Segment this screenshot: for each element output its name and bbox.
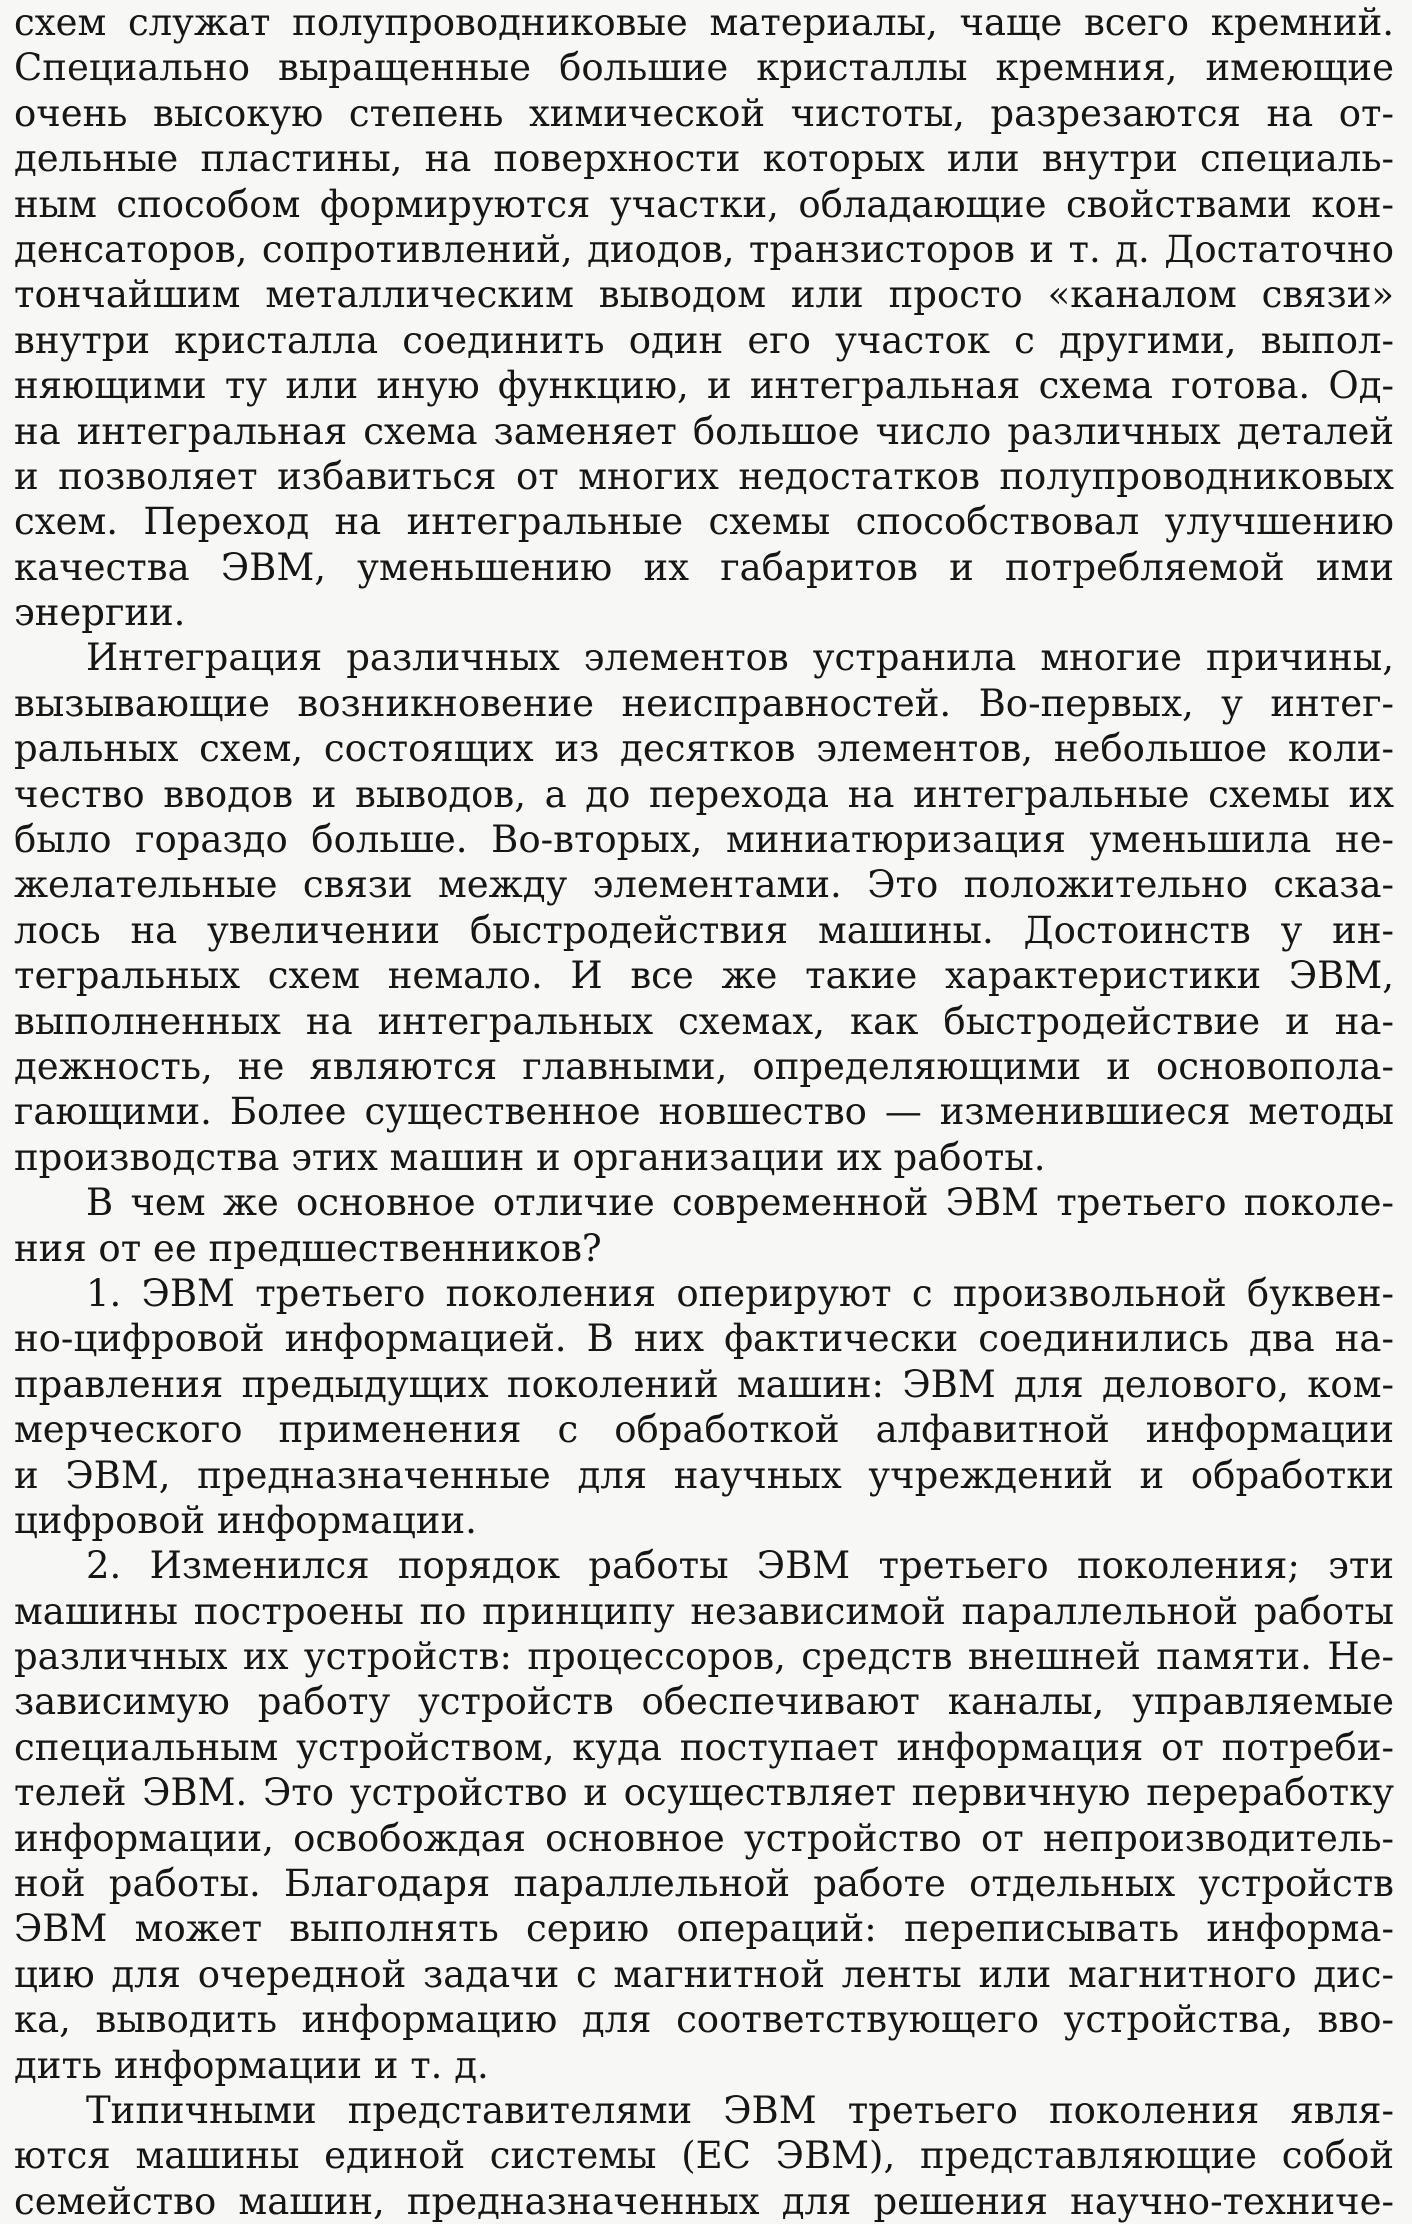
text-line: специальным устройством, куда поступает информация от потреби- <box>14 1725 1394 1769</box>
text-line: цию для очередной задачи с магнитной ленты или магнитного дис- <box>14 1952 1394 1996</box>
text-line: машины построены по принципу независимой параллельной работы <box>14 1589 1394 1633</box>
text-line: но-цифровой информацией. В них фактически соединились два на- <box>14 1317 1394 1361</box>
paragraph-p1 <box>14 0 1394 635</box>
text-line: ной работы. Благодаря параллельной работе отдельных устройств <box>14 1862 1394 1906</box>
text-line: ка, выводить информацию для соответствующего устройства, вво- <box>14 1998 1394 2042</box>
text-line: Типичными представителями ЭВМ третьего поколения явля- <box>86 2088 1394 2132</box>
paragraph-p5 <box>14 1543 1394 2088</box>
text-line: чество вводов и выводов, а до перехода на интегральные схемы их <box>14 772 1394 816</box>
text-line: информации, освобождая основное устройство от непроизводитель- <box>14 1816 1394 1860</box>
text-line: тегральных схем немало. И все же такие характеристики ЭВМ, <box>14 954 1394 998</box>
text-line: лось на увеличении быстродействия машины. Достоинств у ин- <box>14 908 1394 952</box>
text-line: 1. ЭВМ третьего поколения оперируют с произвольной буквен- <box>86 1271 1394 1315</box>
text-line: внутри кристалла соединить один его участок с другими, выпол- <box>14 318 1394 362</box>
text-line: 2. Изменился порядок работы ЭВМ третьего поколения; эти <box>86 1544 1394 1588</box>
text-line: ЭВМ может выполнять серию операций: переписывать информа- <box>14 1907 1394 1951</box>
text-line: семейство машин, предназначенных для решения научно-техниче- <box>14 2179 1394 2223</box>
text-line: няющими ту или иную функцию, и интегральная схема готова. Од- <box>14 364 1394 408</box>
text-line: дежность, не являются главными, определяющими и основопола- <box>14 1044 1394 1088</box>
document-page <box>14 0 1394 2223</box>
text-line: денсаторов, сопротивлений, диодов, транзисторов и т. д. Достаточно <box>14 227 1394 271</box>
text-line: дить информации и т. д. <box>14 2043 489 2087</box>
text-line: правления предыдущих поколений машин: ЭВМ для делового, ком- <box>14 1362 1394 1406</box>
text-line: ются машины единой системы (ЕС ЭВМ), представляющие собой <box>14 2134 1394 2178</box>
text-line: цифровой информации. <box>14 1498 477 1542</box>
text-line: мерческого применения с обработкой алфавитной информации <box>14 1408 1394 1452</box>
text-line: производства этих машин и организации их работы. <box>14 1135 1046 1179</box>
paragraph-p4 <box>14 1271 1394 1543</box>
text-line: очень высокую степень химической чистоты, разрезаются на от- <box>14 91 1394 135</box>
text-line: желательные связи между элементами. Это положительно сказа- <box>14 863 1394 907</box>
text-line: Интеграция различных элементов устранила многие причины, <box>86 636 1394 680</box>
text-line: схем. Переход на интегральные схемы способствовал улучшению <box>14 500 1394 544</box>
text-line: на интегральная схема заменяет большое число различных деталей <box>14 409 1394 453</box>
text-line: гающими. Более существенное новшество — изменившиеся методы <box>14 1090 1394 1134</box>
text-line: качества ЭВМ, уменьшению их габаритов и потребляемой ими <box>14 545 1394 589</box>
text-line: зависимую работу устройств обеспечивают каналы, управляемые <box>14 1680 1394 1724</box>
text-line: Специально выращенные большие кристаллы кремния, имеющие <box>14 46 1394 90</box>
text-line: тончайшим металлическим выводом или просто «каналом связи» <box>14 273 1394 317</box>
text-line: энергии. <box>14 591 186 635</box>
text-line: схем служат полупроводниковые материалы, чаще всего кремний. <box>14 1 1394 44</box>
text-line: телей ЭВМ. Это устройство и осуществляет первичную переработку <box>14 1771 1394 1815</box>
text-line: ния от ее предшественников? <box>14 1226 602 1270</box>
text-line: вызывающие возникновение неисправностей. Во-первых, у интег- <box>14 681 1394 725</box>
text-line: различных их устройств: процессоров, средств внешней памяти. Не- <box>14 1635 1394 1679</box>
text-line: и позволяет избавиться от многих недостатков полупроводниковых <box>14 454 1394 498</box>
paragraph-p3 <box>14 1180 1394 1271</box>
text-line: ным способом формируются участки, обладающие свойствами кон- <box>14 182 1394 226</box>
text-line: и ЭВМ, предназначенные для научных учреждений и обработки <box>14 1453 1394 1497</box>
text-line: В чем же основное отличие современной ЭВМ третьего поколе- <box>86 1181 1394 1225</box>
paragraph-p2 <box>14 635 1394 1180</box>
text-line: дельные пластины, на поверхности которых или внутри специаль- <box>14 137 1394 181</box>
text-line: было гораздо больше. Во-вторых, миниатюризация уменьшила не- <box>14 818 1394 862</box>
text-line: ральных схем, состоящих из десятков элементов, небольшое коли- <box>14 727 1394 771</box>
paragraph-p6 <box>14 2088 1394 2224</box>
text-line: выполненных на интегральных схемах, как быстродействие и на- <box>14 999 1394 1043</box>
